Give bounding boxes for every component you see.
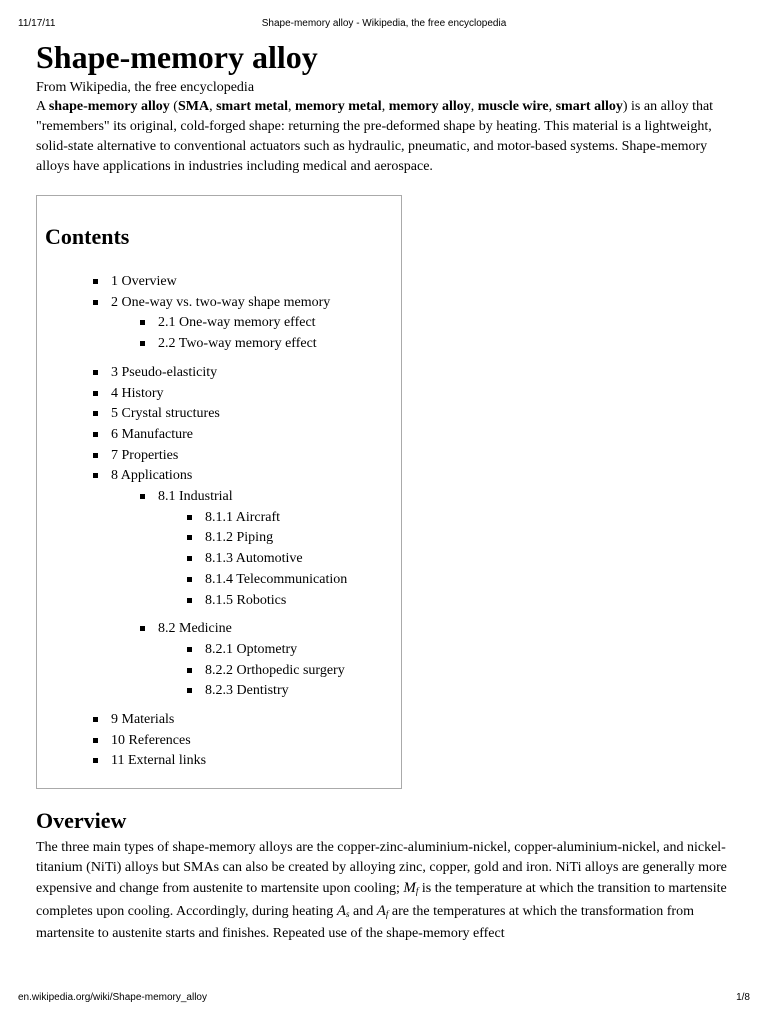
toc-item-2-1[interactable]: 2.1 One-way memory effect — [140, 313, 347, 334]
symbol-as: A — [336, 903, 346, 919]
symbol-af-subscript: f — [385, 909, 389, 919]
print-page-number: 1/8 — [736, 992, 750, 1003]
symbol-af: A — [376, 903, 386, 919]
intro-text: A — [36, 99, 49, 114]
toc-item-6[interactable]: 6 Manufacture — [93, 425, 347, 446]
term-memory-metal: memory metal — [295, 99, 382, 114]
term-sma: SMA — [177, 99, 210, 114]
toc-item-8-1-3[interactable]: 8.1.3 Automotive — [187, 549, 347, 570]
intro-text: , — [548, 99, 556, 114]
section-heading-overview: Overview — [36, 808, 127, 833]
article-content — [36, 38, 732, 944]
toc-sublist-wrapper — [93, 313, 347, 362]
toc-item-10[interactable]: 10 References — [93, 731, 347, 752]
toc-item-8-2-3[interactable]: 8.2.3 Dentistry — [187, 681, 347, 702]
toc-sublist-wrapper — [93, 487, 347, 710]
print-url: en.wikipedia.org/wiki/Shape-memory_alloy — [18, 992, 207, 1003]
print-page-title: Shape-memory alloy - Wikipedia, the free encyclopedia — [261, 18, 507, 29]
toc-item-5[interactable]: 5 Crystal structures — [93, 404, 347, 425]
toc-sublist-2 — [140, 313, 347, 354]
toc-item-7[interactable]: 7 Properties — [93, 446, 347, 467]
toc-item-8-2-1[interactable]: 8.2.1 Optometry — [187, 640, 347, 661]
toc-item-2-2[interactable]: 2.2 Two-way memory effect — [140, 334, 347, 355]
overview-text: are the temperatures at which the transformation from martensite to austenite starts and finishes. Repeated use of the shape-memory effect — [36, 904, 694, 941]
print-date: 11/17/11 — [18, 18, 56, 29]
intro-text: , — [381, 99, 389, 114]
toc-sublist-wrapper — [140, 508, 347, 620]
toc-item-8-1-2[interactable]: 8.1.2 Piping — [187, 528, 347, 549]
intro-text: ( — [169, 99, 178, 114]
overview-text: and — [349, 904, 377, 919]
overview-text: The three main types of shape-memory alloys are the copper-zinc-aluminium-nickel, copper-aluminium-nickel, and nickel-titanium (NiTi) alloys but SMAs can also be created by alloying zinc, copper, gold and iron. NiTi alloys are generally more expensive and change from austenite to martensite upon cooling; — [36, 840, 727, 896]
overview-text: is the temperature at which the transition to martensite completes upon cooling. Accordingly, during heating — [36, 881, 727, 919]
print-header — [0, 18, 768, 34]
symbol-mf-subscript: f — [415, 886, 419, 896]
toc-sublist-wrapper — [140, 640, 347, 710]
term-muscle-wire: muscle wire — [477, 99, 549, 114]
symbol-as-subscript: s — [345, 909, 350, 919]
intro-text: , — [470, 99, 478, 114]
intro-text: , — [209, 99, 217, 114]
toc-sublist-8-2 — [187, 640, 347, 702]
toc-item-8-2-2[interactable]: 8.2.2 Orthopedic surgery — [187, 661, 347, 682]
toc-heading: Contents — [45, 224, 130, 249]
toc-list — [93, 272, 347, 772]
toc-item-8-1-5[interactable]: 8.1.5 Robotics — [187, 591, 347, 612]
intro-text: ) is an alloy that "remembers" its original, cold-forged shape: returning the pre-deformed shape by heating. This material is a lightweight, solid-state alternative to conventional actuators such as hydraulic, pneumatic, and motor-based systems. Shape-memory alloys have applications in industries including medical and aerospace. — [36, 99, 714, 174]
term-memory-alloy: memory alloy — [388, 99, 471, 114]
term-smart-metal: smart metal — [216, 99, 288, 114]
intro-text: , — [288, 99, 295, 114]
table-of-contents — [36, 195, 402, 789]
toc-item-8-2[interactable]: 8.2 Medicine — [140, 619, 347, 640]
page-title: Shape-memory alloy — [36, 39, 318, 75]
toc-item-8-1-4[interactable]: 8.1.4 Telecommunication — [187, 570, 347, 591]
toc-item-3[interactable]: 3 Pseudo-elasticity — [93, 363, 347, 384]
toc-sublist-8-1 — [187, 508, 347, 612]
toc-item-9[interactable]: 9 Materials — [93, 710, 347, 731]
toc-item-8-1-1[interactable]: 8.1.1 Aircraft — [187, 508, 347, 529]
intro-paragraph — [36, 97, 732, 177]
symbol-mf: M — [403, 880, 416, 896]
toc-item-1[interactable]: 1 Overview — [93, 272, 347, 293]
toc-item-11[interactable]: 11 External links — [93, 751, 347, 772]
print-footer — [0, 992, 768, 1008]
toc-item-8-1[interactable]: 8.1 Industrial — [140, 487, 347, 508]
toc-item-2[interactable]: 2 One-way vs. two-way shape memory — [93, 293, 347, 314]
term-shape-memory-alloy: shape-memory alloy — [48, 99, 170, 114]
toc-item-8[interactable]: 8 Applications — [93, 466, 347, 487]
toc-item-4[interactable]: 4 History — [93, 384, 347, 405]
overview-paragraph — [36, 838, 732, 944]
term-smart-alloy: smart alloy — [555, 99, 623, 114]
toc-sublist-8 — [140, 487, 347, 710]
article-subtitle: From Wikipedia, the free encyclopedia — [36, 80, 255, 95]
